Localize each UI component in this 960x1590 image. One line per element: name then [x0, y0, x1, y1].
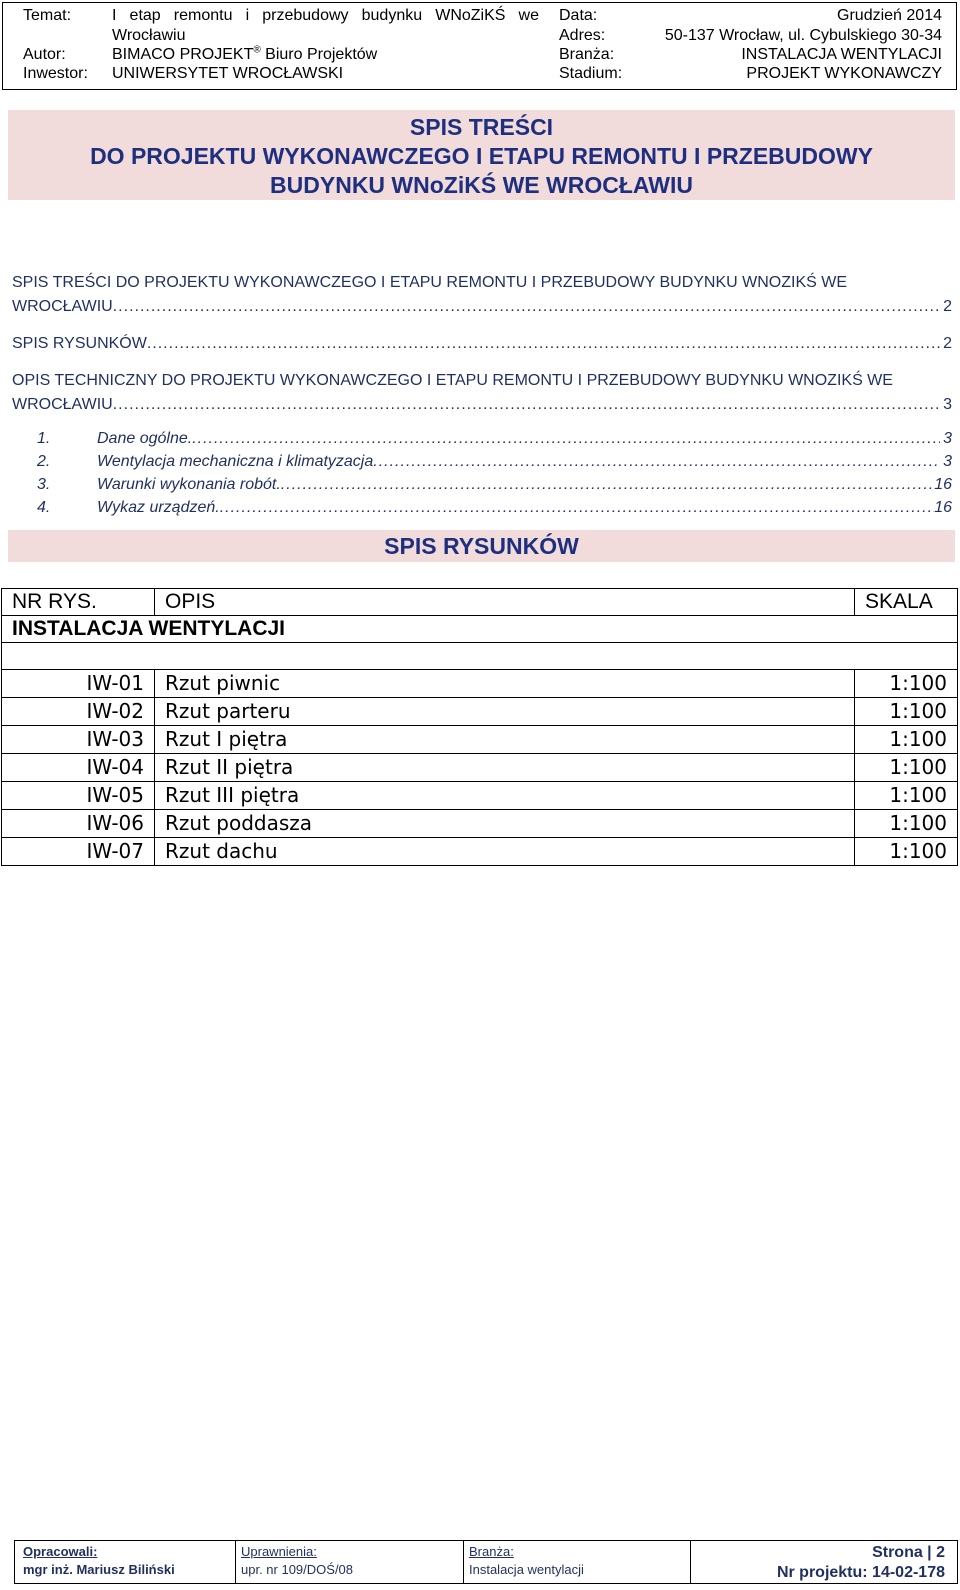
toc-sub-number: 3.: [37, 476, 51, 493]
title-line-1: SPIS TREŚCI: [409, 114, 554, 140]
drawing-description: Rzut dachu: [155, 838, 855, 866]
autor-name: BIMACO PROJEKT: [112, 46, 254, 63]
table-header-row: [2, 589, 958, 616]
drawing-scale: 1:100: [855, 698, 958, 726]
autor-label: Autor:: [23, 46, 66, 63]
drawing-description: Rzut II piętra: [155, 754, 855, 782]
uprawnienia-label: Uprawnienia:: [241, 1544, 317, 1559]
branza-label: Branża:: [559, 46, 615, 63]
document-title: [8, 110, 955, 200]
drawings-title: SPIS RYSUNKÓW: [8, 530, 955, 562]
toc-entry-spis-rysunkow[interactable]: [12, 333, 952, 355]
drawing-scale: 1:100: [855, 838, 958, 866]
footer-uprawnienia: [241, 1543, 353, 1579]
toc-page-number: 3: [943, 453, 952, 470]
column-header-nr: NR RYS.: [2, 589, 155, 616]
dot-leader: [113, 394, 940, 416]
temat-value-line1: I etap remontu i przebudowy budynku WNoZiKŚ we: [112, 7, 539, 24]
registered-mark: ®: [253, 44, 261, 56]
toc-sub-text: Wykaz urządzeń.: [97, 499, 220, 516]
uprawnienia-value: upr. nr 109/DOŚ/08: [241, 1562, 354, 1577]
drawing-number: IW-07: [2, 838, 155, 866]
toc-subentry-1[interactable]: [37, 428, 952, 450]
drawing-scale: 1:100: [855, 670, 958, 698]
footer-divider: [463, 1541, 464, 1583]
drawing-number: IW-01: [2, 670, 155, 698]
toc-sub-number: 2.: [37, 453, 51, 470]
drawing-description: Rzut parteru: [155, 698, 855, 726]
toc-page-number: 3: [943, 430, 952, 447]
dot-leader: [192, 428, 940, 450]
table-row: [2, 726, 958, 754]
footer-divider: [690, 1541, 691, 1583]
dot-leader: [147, 333, 940, 355]
data-value: Grudzień 2014: [837, 7, 942, 24]
toc-sub-text: Dane ogólne.: [97, 430, 193, 447]
column-header-opis: OPIS: [155, 589, 855, 616]
drawing-description: Rzut I piętra: [155, 726, 855, 754]
toc-page-number: 16: [934, 499, 952, 516]
drawing-number: IW-03: [2, 726, 155, 754]
opracowali-label: Opracowali:: [23, 1544, 98, 1559]
toc-subentry-2[interactable]: [37, 451, 952, 473]
toc-entry-opis-line1: OPIS TECHNICZNY DO PROJEKTU WYKONAWCZEGO I ETAPU REMONTU I PRZEBUDOWY BUDYNKU WNOZIKŚ WE: [12, 372, 893, 389]
document-header: [2, 2, 957, 90]
stadium-value: PROJEKT WYKONAWCZY: [746, 65, 942, 82]
adres-label: Adres:: [559, 27, 606, 44]
toc-entry-spis-tresci-line1: SPIS TREŚCI DO PROJEKTU WYKONAWCZEGO I ETAPU REMONTU I PRZEBUDOWY BUDYNKU WNOZIKŚ WE: [12, 274, 848, 291]
temat-label: Temat:: [23, 7, 72, 24]
toc-page-number: 2: [943, 298, 952, 315]
toc-entry-text: SPIS RYSUNKÓW: [12, 335, 147, 352]
footer-branza: [469, 1543, 584, 1579]
blank-row: [2, 643, 958, 670]
drawing-description: Rzut III piętra: [155, 782, 855, 810]
data-label: Data:: [559, 7, 598, 24]
toc-page-number: 2: [943, 335, 952, 352]
blank-cell: [2, 643, 958, 670]
table-row: [2, 782, 958, 810]
dot-leader: [113, 296, 940, 318]
drawing-number: IW-02: [2, 698, 155, 726]
branza-value: INSTALACJA WENTYLACJI: [741, 46, 942, 63]
opracowali-value: mgr inż. Mariusz Biliński: [23, 1562, 175, 1577]
drawing-description: Rzut poddasza: [155, 810, 855, 838]
table-row: [2, 670, 958, 698]
header-row-inwestor: [3, 63, 956, 85]
section-title: INSTALACJA WENTYLACJI: [2, 616, 958, 643]
footer-branza-value: Instalacja wentylacji: [469, 1562, 584, 1577]
dot-leader: [373, 451, 940, 473]
footer-divider: [235, 1541, 236, 1583]
toc-subentry-4[interactable]: [37, 497, 952, 519]
drawing-scale: 1:100: [855, 754, 958, 782]
drawing-number: IW-05: [2, 782, 155, 810]
project-number: Nr projektu: 14-02-178: [776, 1564, 945, 1581]
adres-value: 50-137 Wrocław, ul. Cybulskiego 30-34: [664, 27, 942, 44]
inwestor-label: Inwestor:: [23, 65, 88, 82]
stadium-label: Stadium:: [559, 65, 623, 82]
drawing-scale: 1:100: [855, 726, 958, 754]
header-row-temat: [3, 5, 956, 27]
title-line-3: BUDYNKU WNoZiKŚ WE WROCŁAWIU: [270, 172, 693, 198]
temat-value-line2: Wrocławiu: [112, 27, 186, 44]
toc-entry-opis-techniczny[interactable]: [12, 394, 952, 416]
toc-entry-spis-tresci[interactable]: [12, 296, 952, 318]
table-row: [2, 810, 958, 838]
title-line-2: DO PROJEKTU WYKONAWCZEGO I ETAPU REMONTU I PRZEBUDOWY: [90, 143, 873, 169]
page-number: Strona | 2: [872, 1544, 945, 1561]
inwestor-value: UNIWERSYTET WROCŁAWSKI: [112, 65, 344, 82]
dot-leader: [220, 497, 934, 519]
table-row: [2, 754, 958, 782]
toc-entry-text: WROCŁAWIU: [12, 396, 113, 413]
drawing-description: Rzut piwnic: [155, 670, 855, 698]
footer-opracowali: [23, 1543, 175, 1579]
toc-page-number: 16: [934, 476, 952, 493]
drawing-number: IW-06: [2, 810, 155, 838]
toc-sub-number: 1.: [37, 430, 51, 447]
drawing-scale: 1:100: [855, 810, 958, 838]
toc-sub-number: 4.: [37, 499, 51, 516]
autor-name-rest: Biuro Projektów: [260, 46, 378, 63]
footer-branza-label: Branża:: [469, 1544, 514, 1559]
toc-entry-text: WROCŁAWIU: [12, 298, 113, 315]
table-row: [2, 698, 958, 726]
column-header-skala: SKALA: [855, 589, 958, 616]
section-row: [2, 616, 958, 643]
drawing-number: IW-04: [2, 754, 155, 782]
table-row: [2, 838, 958, 866]
footer-page-info: [777, 1543, 945, 1583]
document-footer: [14, 1540, 958, 1584]
toc-page-number: 3: [943, 396, 952, 413]
drawing-scale: 1:100: [855, 782, 958, 810]
drawings-table: [1, 588, 958, 866]
toc-sub-text: Wentylacja mechaniczna i klimatyzacja: [97, 453, 374, 470]
toc-sub-text: Warunki wykonania robót.: [97, 476, 281, 493]
toc-subentry-3[interactable]: [37, 474, 952, 496]
dot-leader: [281, 474, 934, 496]
